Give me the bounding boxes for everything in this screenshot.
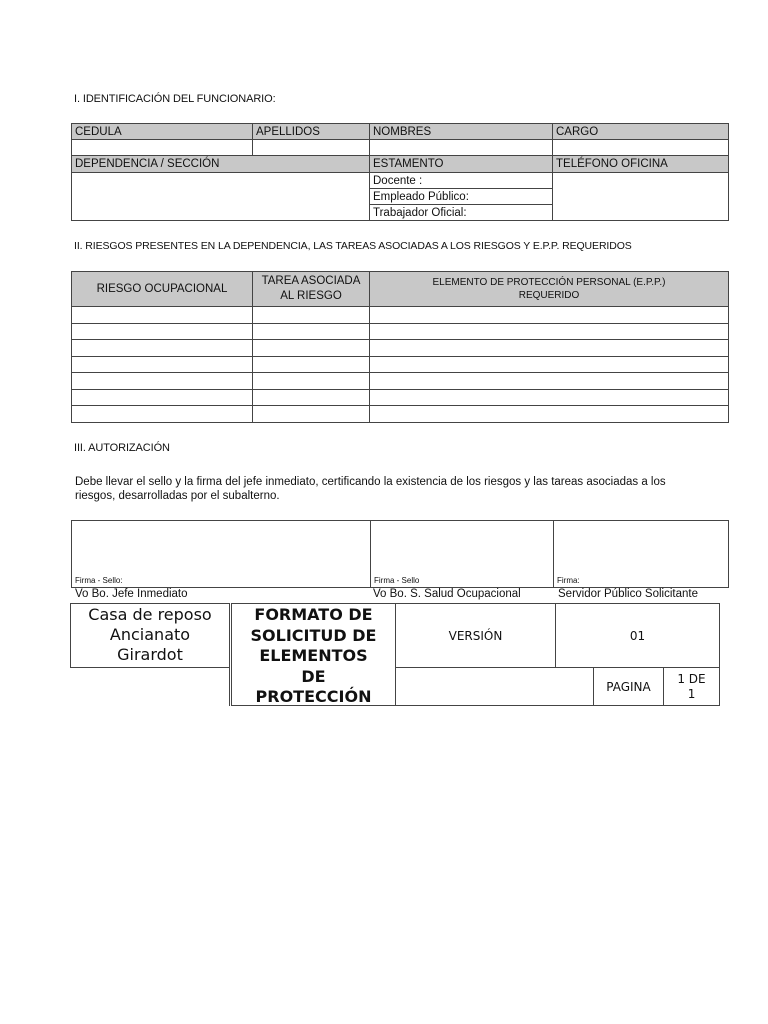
header-riesgo-ocupacional: RIESGO OCUPACIONAL [72,272,253,307]
risk-row [72,307,729,324]
header-tarea-line2: AL RIESGO [280,290,342,302]
page-label: PAGINA [594,668,664,706]
header-cargo: CARGO [553,124,729,140]
risk-cell-epp[interactable] [370,307,729,324]
risk-cell-tarea[interactable] [253,340,370,357]
org-line3: Girardot [117,645,183,664]
header-telefono: TELÉFONO OFICINA [553,156,729,173]
risks-table [71,271,729,423]
header-dependencia: DEPENDENCIA / SECCIÓN [72,156,370,173]
signature-label-servidor: Firma: [557,576,580,585]
caption-jefe: Vo Bo. Jefe Inmediato [75,588,188,600]
header-epp-line2: REQUERIDO [518,290,580,301]
form-header-table [70,603,720,706]
section1-title: I. IDENTIFICACIÓN DEL FUNCIONARIO: [74,93,276,105]
risk-row [72,356,729,373]
form-title-line3: ELEMENTOS [259,646,368,665]
risk-cell-riesgo[interactable] [72,340,253,357]
signature-box-jefe[interactable] [72,521,371,588]
risk-cell-tarea[interactable] [253,356,370,373]
page-value-line2: 1 [687,686,696,701]
estamento-option-empleado[interactable]: Empleado Público: [370,189,553,205]
form-title-cell [231,604,396,706]
risk-cell-tarea[interactable] [253,373,370,390]
form-title-line2: SOLICITUD DE [250,625,377,645]
risk-cell-tarea[interactable] [253,406,370,423]
risk-cell-epp[interactable] [370,323,729,340]
risk-row [72,323,729,340]
caption-salud: Vo Bo. S. Salud Ocupacional [373,588,521,600]
page-value [664,668,720,706]
header-nombres: NOMBRES [370,124,553,140]
footer-empty-left [71,668,231,706]
form-title-line5: PROTECCIÓN [255,687,372,705]
form-title-line4: DE [301,666,326,686]
header-tarea-line1: TAREA ASOCIADA [261,275,361,287]
risk-cell-epp[interactable] [370,406,729,423]
risk-cell-riesgo[interactable] [72,406,253,423]
field-cargo[interactable] [553,140,729,156]
header-cedula: CEDULA [72,124,253,140]
field-cedula[interactable] [72,140,253,156]
version-value: 01 [556,604,720,668]
signature-box-salud[interactable] [371,521,554,588]
risk-cell-riesgo[interactable] [72,373,253,390]
risk-cell-tarea[interactable] [253,323,370,340]
risk-row [72,373,729,390]
identification-table [71,123,729,221]
estamento-option-docente[interactable]: Docente : [370,173,553,189]
organization-name [71,604,231,668]
header-tarea-asociada [253,272,370,307]
risk-rows [72,307,729,423]
signature-table [71,520,729,588]
paragraph-line2: riesgos, desarrolladas por el subalterno. [75,490,280,502]
risk-cell-riesgo[interactable] [72,389,253,406]
paragraph-line1: Debe llevar el sello y la firma del jefe inmediato, certificando la existencia de los riesgos y las tareas asociadas a los [75,476,666,488]
risk-cell-riesgo[interactable] [72,307,253,324]
field-telefono[interactable] [553,173,729,221]
field-dependencia[interactable] [72,173,370,221]
risk-cell-epp[interactable] [370,389,729,406]
version-label: VERSIÓN [396,604,556,668]
estamento-option-trabajador[interactable]: Trabajador Oficial: [370,205,553,221]
org-line2: Ancianato [109,625,191,644]
section2-title: II. RIESGOS PRESENTES EN LA DEPENDENCIA, LAS TAREAS ASOCIADAS A LOS RIESGOS Y E.P.P. REQUERIDOS [74,240,632,252]
authorization-paragraph [75,475,735,503]
risk-row [72,340,729,357]
header-epp [370,272,729,307]
header-apellidos: APELLIDOS [253,124,370,140]
footer-empty-middle [396,668,594,706]
risk-row [72,389,729,406]
field-apellidos[interactable] [253,140,370,156]
risk-cell-epp[interactable] [370,356,729,373]
risk-cell-epp[interactable] [370,373,729,390]
risk-cell-riesgo[interactable] [72,323,253,340]
risk-cell-tarea[interactable] [253,389,370,406]
risk-cell-tarea[interactable] [253,307,370,324]
section3-title: III. AUTORIZACIÓN [74,442,170,454]
caption-servidor: Servidor Público Solicitante [558,588,698,600]
page-value-line1: 1 DE [677,671,706,686]
risk-row [72,406,729,423]
risk-cell-epp[interactable] [370,340,729,357]
signature-label-salud: Firma - Sello [374,576,420,585]
risk-cell-riesgo[interactable] [72,356,253,373]
form-title [232,604,395,705]
header-epp-line1: ELEMENTO DE PROTECCIÓN PERSONAL (E.P.P.) [432,277,666,288]
field-nombres[interactable] [370,140,553,156]
org-line1: Casa de reposo [88,605,212,624]
signature-label-jefe: Firma - Sello: [75,576,123,585]
signature-box-servidor[interactable] [554,521,729,588]
header-estamento: ESTAMENTO [370,156,553,173]
form-title-line1: FORMATO DE [254,605,373,624]
